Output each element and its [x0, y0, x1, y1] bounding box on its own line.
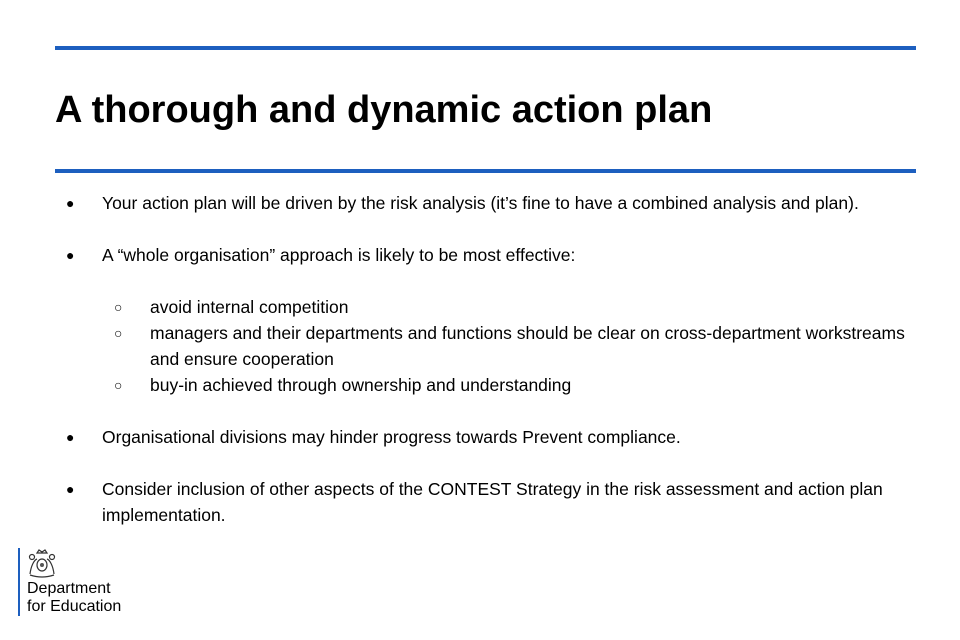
sub-bullet-icon: ○ [114, 299, 123, 315]
bullet-text: A “whole organisation” approach is likely to be most effective: [102, 245, 576, 265]
sub-bullet-text: avoid internal competition [150, 297, 349, 317]
sub-bullet-text: managers and their departments and functions should be clear on cross-department workstreams and ensure cooperation [150, 323, 905, 369]
slide-title: A thorough and dynamic action plan [55, 89, 713, 131]
sub-bullet-item [60, 294, 920, 320]
department-name-line1: Department [27, 580, 111, 597]
bullet-item [60, 476, 920, 528]
bullet-icon: ● [66, 195, 75, 211]
bullet-icon: ● [66, 481, 75, 497]
bullet-item [60, 424, 920, 450]
sub-bullet-icon: ○ [114, 325, 123, 341]
royal-crest-icon [26, 548, 58, 578]
logo-bar [18, 548, 20, 616]
department-logo [18, 548, 158, 616]
bullet-text: Consider inclusion of other aspects of the CONTEST Strategy in the risk assessment and action plan implementation. [102, 479, 883, 525]
title-rule [55, 169, 916, 173]
sub-bullet-text: buy-in achieved through ownership and understanding [150, 375, 572, 395]
bullet-text: Organisational divisions may hinder progress towards Prevent compliance. [102, 427, 681, 447]
bullet-text: Your action plan will be driven by the risk analysis (it’s fine to have a combined analysis and plan). [102, 193, 859, 213]
slide-body [60, 190, 920, 528]
department-name [27, 580, 121, 616]
bullet-item [60, 242, 920, 268]
bullet-item [60, 190, 920, 216]
department-name-line2: for Education [27, 598, 122, 615]
sub-bullet-icon: ○ [114, 377, 123, 393]
top-rule [55, 46, 916, 50]
sub-bullet-item [60, 320, 920, 372]
bullet-icon: ● [66, 247, 75, 263]
bullet-icon: ● [66, 429, 75, 445]
sub-bullet-item [60, 372, 920, 398]
